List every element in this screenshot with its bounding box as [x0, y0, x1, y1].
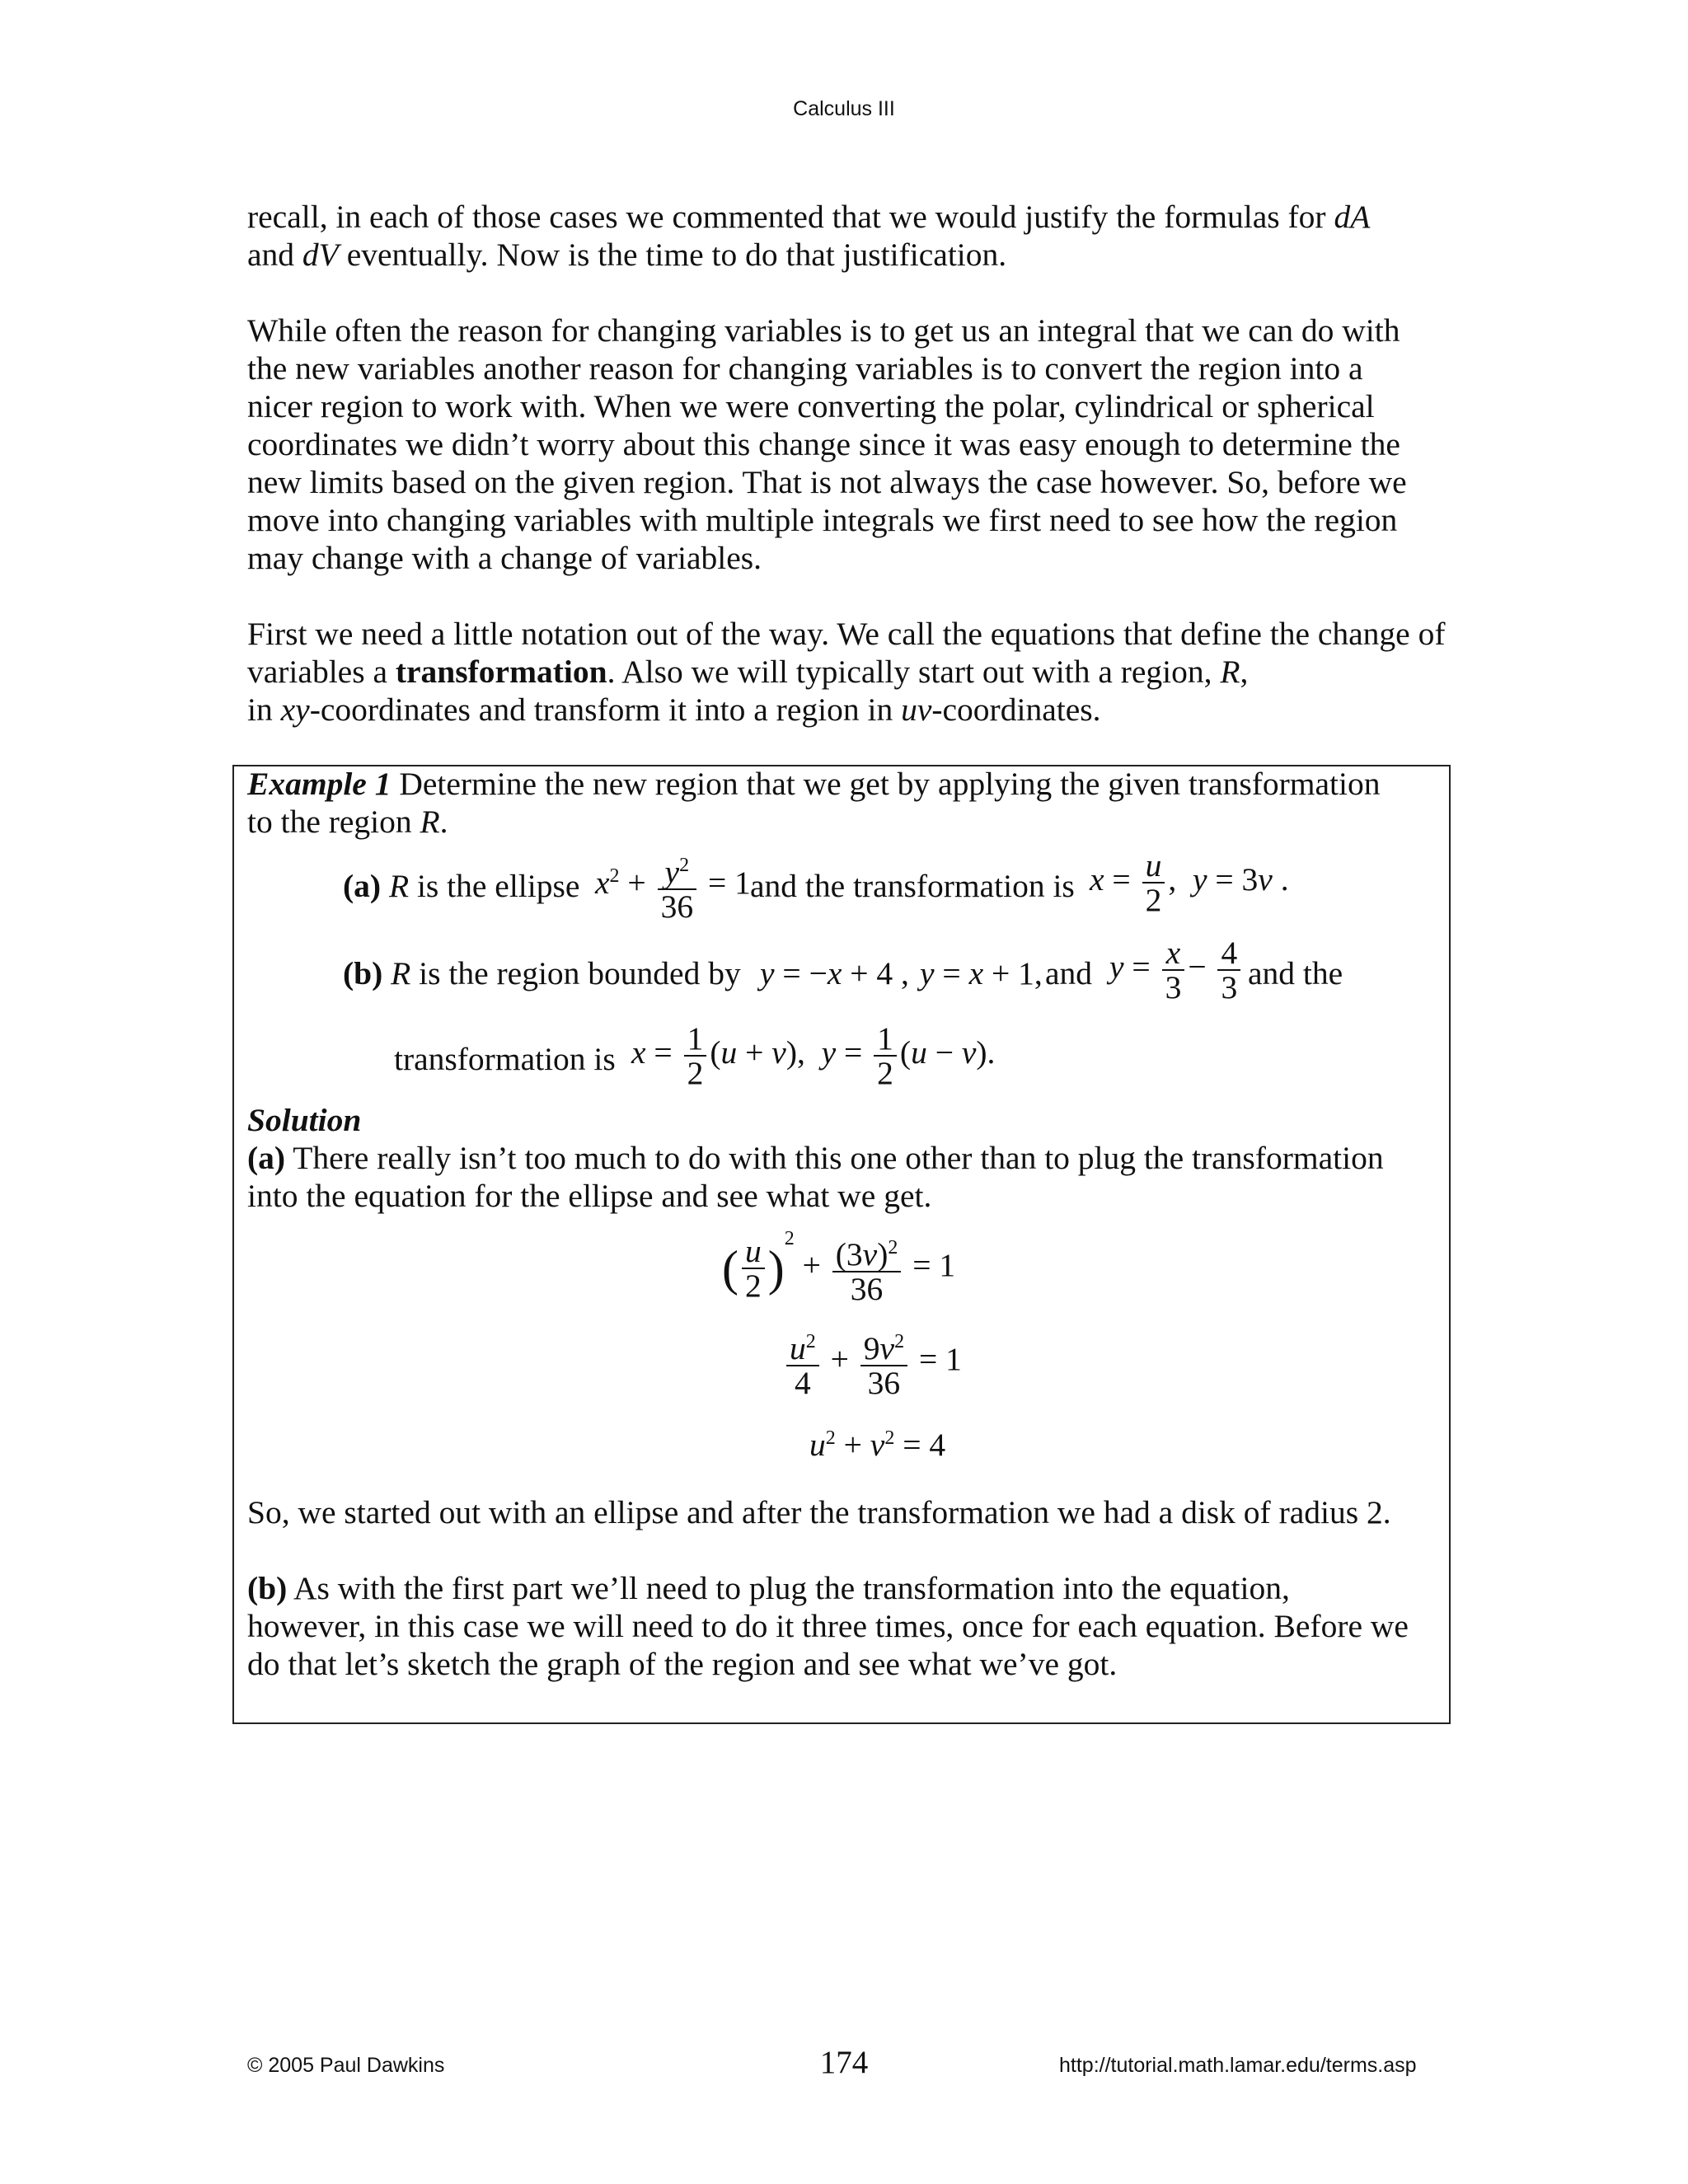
part-b-trans-text: transformation is [394, 1041, 616, 1077]
part-a-label: (a) [343, 868, 382, 904]
part-b-and: and [1045, 955, 1093, 991]
text: First we need a little notation out of the way. We call the equations that define the change of variables a [247, 616, 1446, 690]
part-a-text [343, 867, 579, 905]
text: however, in this case we will need to do it three times, once for each equation. Before we [247, 1608, 1409, 1644]
derivation-line-1: ( $\frac{u}{2}$ )$^2$ + $\frac{(3v)^2}{36}$ = 1 [722, 1228, 956, 1308]
example-label: Example 1 [247, 766, 392, 802]
ellipse-equation: $x^2$ + $\frac{y^2}{36}$ = 1 [595, 849, 751, 923]
text: is the region bounded by [410, 955, 741, 991]
math-R: R [420, 804, 440, 840]
math-uv: uv [901, 691, 932, 728]
footer-url[interactable]: http://tutorial.math.lamar.edu/terms.asp [1059, 2054, 1417, 2077]
text: eventually. Now is the time to do that justification. [338, 237, 1007, 273]
part-b-andthe: and the [1248, 955, 1343, 991]
text: to the region [247, 804, 420, 840]
intro-paragraph-2: While often the reason for changing variables is to get us an integral that we can do with the new variables another reason for changing variables is to convert the region into a nicer region to work with. When we were converting the polar, cylindrical or spherical coordinates we didn’t worry about this change since it was easy enough to determine the new limits based on the given region. That is not always the case however. So, before we move into changing variables with multiple integrals we first need to see how the region may change with a change of variables. [247, 312, 1407, 576]
derivation-line-3: $u^2 + v^2 = 4$ [809, 1427, 946, 1464]
text: is the ellipse [409, 868, 580, 904]
transformation-b: x = $\frac{1}{2}$ (u + v), y = $\frac{1}{2}$ (u − v). [631, 1020, 996, 1091]
term-transformation: transformation [395, 654, 607, 690]
math-R: R [1220, 654, 1240, 690]
text: in [247, 691, 281, 728]
example-statement [247, 765, 1451, 841]
sol-a-label: (a) [247, 1140, 286, 1176]
solution-label [247, 1101, 361, 1139]
text: There really isn’t too much to do with this one other than to plug the transformation [285, 1140, 1384, 1176]
page-header: Calculus III [793, 97, 895, 120]
boundary-eq-1: y = −x + 4 , [760, 955, 909, 991]
text: do that let’s sketch the graph of the region and see what we’ve got. [247, 1646, 1118, 1682]
text: -coordinates and transform it into a region in [309, 691, 902, 728]
intro-paragraph-3 [247, 615, 1451, 729]
math-R: R [388, 868, 410, 904]
solution-b-text [247, 1569, 1451, 1683]
text: As with the first part we’ll need to plug the transformation into the equation, [287, 1570, 1290, 1606]
conclusion-text: So, we started out with an ellipse and after the transformation we had a disk of radius 2. [247, 1494, 1391, 1530]
text: . [439, 804, 448, 840]
footer-copyright: © 2005 Paul Dawkins [247, 2054, 445, 2077]
sol-b-label: (b) [247, 1570, 288, 1606]
derivation-line-2: $\frac{u^2}{4}$ + $\frac{9v^2}{36}$ = 1 [783, 1325, 962, 1399]
text: recall, in each of those cases we commented that we would justify the formulas for [247, 199, 1334, 235]
text: and [247, 237, 302, 273]
part-b-label: (b) [343, 955, 383, 991]
text: -coordinates. [931, 691, 1101, 728]
boundary-eq-3: y = $\frac{x}{3}$ − $\frac{4}{3}$ [1109, 936, 1244, 1004]
text: into the equation for the ellipse and see what we get. [247, 1178, 932, 1214]
math-dV: dV [302, 237, 339, 273]
solution-a-text [247, 1139, 1451, 1215]
intro-paragraph-1 [247, 198, 1451, 274]
boundary-eq-2: y = x + 1, [920, 955, 1043, 991]
math-R: R [391, 955, 411, 991]
text: . Also we will typically start out with a region, [607, 654, 1221, 690]
math-xy: xy [280, 691, 310, 728]
part-a-and-text: and the transformation is [750, 868, 1075, 904]
math-dA: dA [1334, 199, 1371, 235]
transformation-a: x = $\frac{u}{2}$ , y = 3v . [1090, 847, 1289, 918]
text: , [1240, 654, 1249, 690]
page-number: 174 [819, 2045, 869, 2080]
solution-heading: Solution [247, 1102, 362, 1138]
text: Determine the new region that we get by applying the given transformation [391, 766, 1381, 802]
part-b-text [343, 954, 741, 992]
